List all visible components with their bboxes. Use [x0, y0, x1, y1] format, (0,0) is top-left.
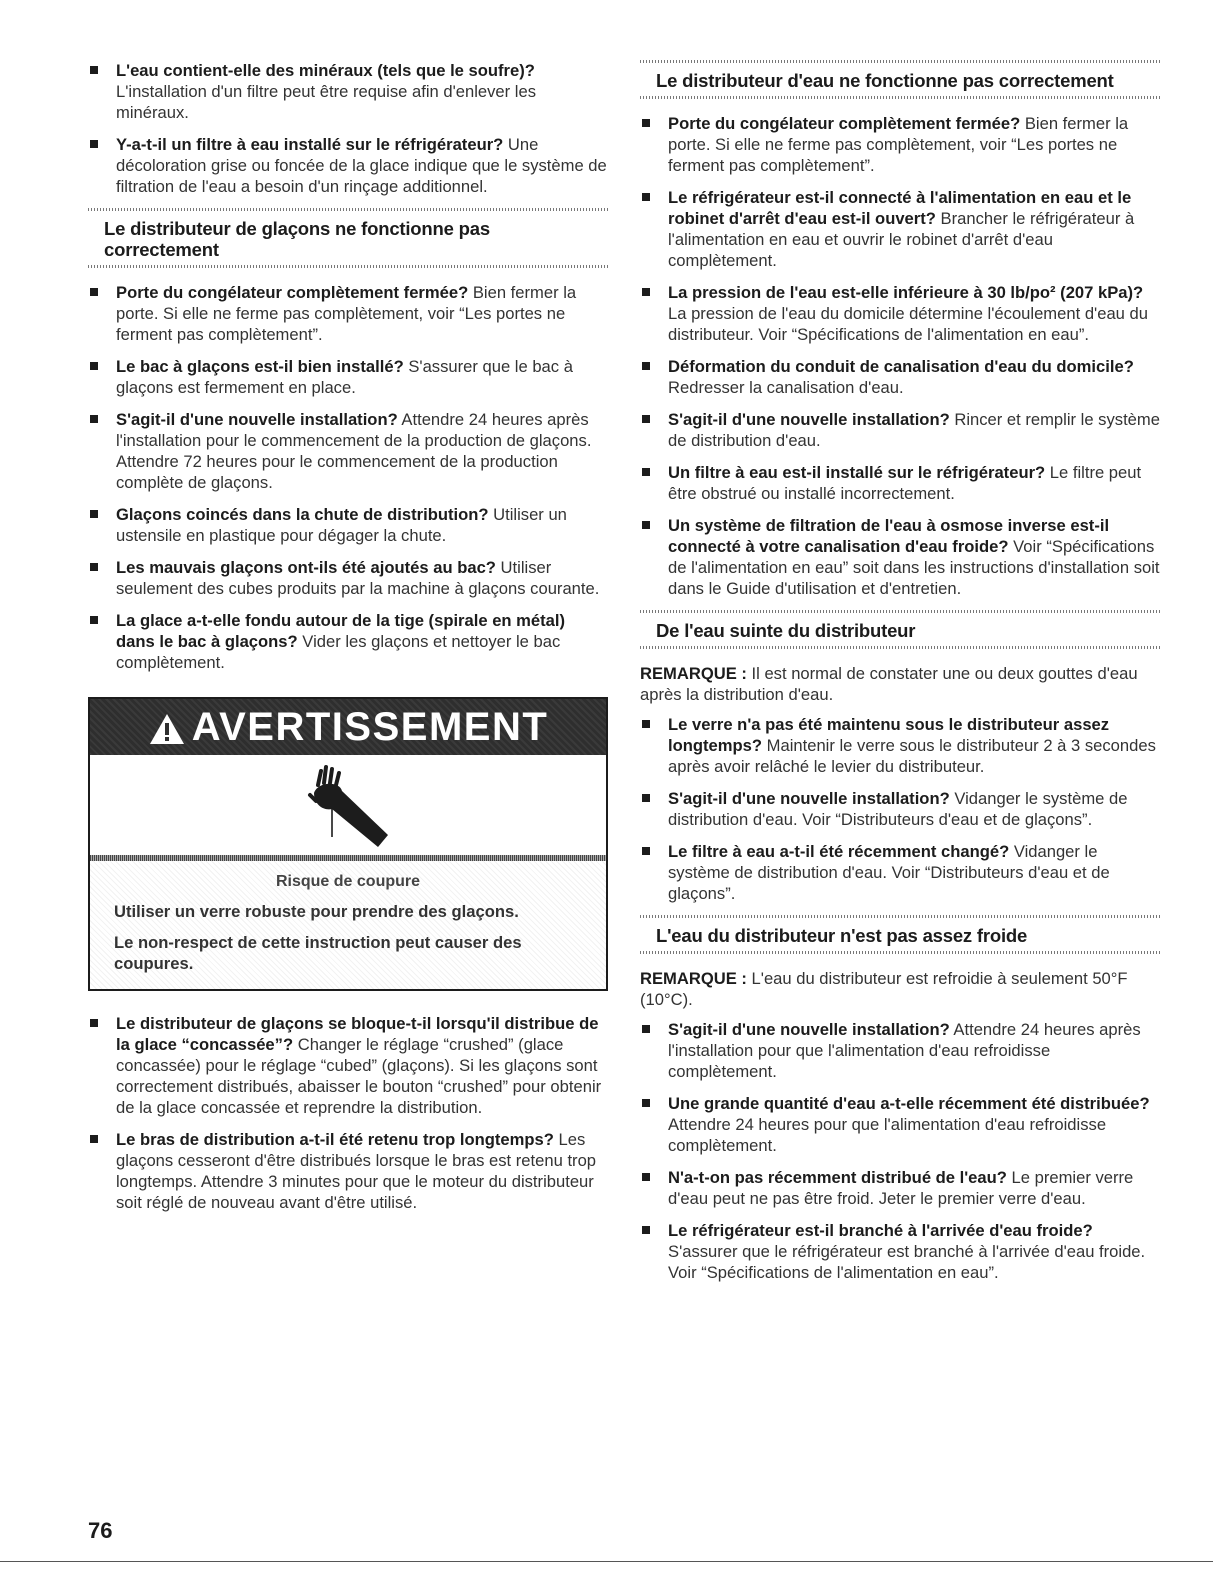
section-header-water-leak — [640, 610, 1160, 649]
item-question: Le réfrigérateur est-il branché à l'arrivée d'eau froide? — [668, 1221, 1093, 1240]
warning-hazard: Risque de coupure — [275, 873, 421, 890]
list-item — [88, 610, 608, 673]
bullet-icon — [90, 616, 98, 624]
item-question: S'agit-il d'une nouvelle installation? — [116, 410, 398, 429]
list-item — [88, 504, 608, 546]
list-item — [88, 409, 608, 493]
bullet-icon — [90, 563, 98, 571]
section-title: L'eau du distributeur n'est pas assez froide — [656, 925, 1028, 946]
note-label: REMARQUE : — [640, 969, 747, 988]
item-question: L'eau contient-elle des minéraux (tels que le soufre)? — [116, 61, 535, 80]
list-item — [640, 282, 1160, 345]
bullet-icon — [90, 1135, 98, 1143]
list-item — [640, 1167, 1160, 1209]
bullet-icon — [642, 1025, 650, 1033]
item-question: Porte du congélateur complètement fermée? — [116, 283, 469, 302]
item-question: Une grande quantité d'eau a-t-elle récemment été distribuée? — [668, 1094, 1150, 1113]
item-answer: Vidanger le système de distribution d'eau. Voir “Distributeurs d'eau et de glaçons”. — [668, 789, 1128, 829]
item-question: Le bac à glaçons est-il bien installé? — [116, 357, 404, 376]
section-title: De l'eau suinte du distributeur — [656, 620, 916, 641]
warning-consequence: Le non-respect de cette instruction peut causer des coupures. — [114, 933, 522, 973]
bullet-icon — [642, 847, 650, 855]
item-question: Le filtre à eau a-t-il été récemment changé? — [668, 842, 1010, 861]
warning-box — [88, 697, 608, 991]
item-question: Le bras de distribution a-t-il été retenu trop longtemps? — [116, 1130, 554, 1149]
warning-illustration — [92, 763, 604, 853]
bullet-icon — [642, 362, 650, 370]
right-column — [640, 60, 1160, 1294]
list-item — [640, 113, 1160, 176]
item-question: Le distributeur de glaçons se bloque-t-il lorsqu'il distribue de la glace “concassée”? — [116, 1014, 599, 1054]
bullet-icon — [642, 288, 650, 296]
item-question: Un filtre à eau est-il installé sur le réfrigérateur? — [668, 463, 1046, 482]
item-answer: Utiliser seulement des cubes produits par la machine à glaçons courante. — [116, 558, 600, 598]
item-question: S'agit-il d'une nouvelle installation? — [668, 410, 950, 429]
bullet-icon — [642, 415, 650, 423]
list-item — [640, 1019, 1160, 1082]
page-number: 76 — [88, 1518, 113, 1543]
item-answer: Attendre 24 heures après l'installation pour le commencement de la production de glaçons. Attendre 72 heures pour le commencement de la production complète de glaçons. — [116, 410, 592, 492]
item-question: Glaçons coincés dans la chute de distribution? — [116, 505, 489, 524]
note-label: REMARQUE : — [640, 664, 747, 683]
bullet-icon — [642, 119, 650, 127]
bullet-icon — [642, 193, 650, 201]
cut-hand-icon — [92, 763, 604, 853]
list-item — [640, 714, 1160, 777]
item-answer: Bien fermer la porte. Si elle ne ferme pas complètement, voir “Les portes ne ferment pas complètement”. — [668, 114, 1129, 175]
list-item — [640, 788, 1160, 830]
warning-triangle-icon — [148, 712, 186, 751]
bullet-icon — [642, 794, 650, 802]
list-item — [640, 356, 1160, 398]
item-answer: La pression de l'eau du domicile détermine l'écoulement d'eau du distributeur. Voir “Spécifications de l'alimentation en eau”. — [668, 304, 1148, 344]
item-answer: Le filtre peut être obstrué ou installé incorrectement. — [668, 463, 1142, 503]
bullet-icon — [90, 362, 98, 370]
item-answer: Vider les glaçons et nettoyer le bac complètement. — [116, 632, 561, 672]
item-question: S'agit-il d'une nouvelle installation? — [668, 1020, 950, 1039]
item-answer: S'assurer que le réfrigérateur est branché à l'arrivée d'eau froide. Voir “Spécifications de l'alimentation en eau”. — [668, 1242, 1146, 1282]
item-answer: Une décoloration grise ou foncée de la glace indique que le système de filtration de l'eau a besoin d'un rinçage additionnel. — [116, 135, 607, 196]
bullet-icon — [642, 521, 650, 529]
item-question: La pression de l'eau est-elle inférieure à 30 lb/po² (207 kPa)? — [668, 283, 1144, 302]
item-answer: Vidanger le système de distribution d'eau. Voir “Distributeurs d'eau et de glaçons”. — [668, 842, 1110, 903]
item-question: Porte du congélateur complètement fermée? — [668, 114, 1021, 133]
page-bottom-rule — [0, 1561, 1213, 1562]
item-answer: Le premier verre d'eau peut ne pas être froid. Jeter le premier verre d'eau. — [668, 1168, 1134, 1208]
item-answer: Attendre 24 heures après l'installation pour que l'alimentation d'eau refroidisse complètement. — [668, 1020, 1141, 1081]
bullet-icon — [90, 1019, 98, 1027]
bullet-icon — [642, 1099, 650, 1107]
item-question: Un système de filtration de l'eau à osmose inverse est-il connecté à votre canalisation d'eau froide? — [668, 516, 1110, 556]
note-text: Il est normal de constater une ou deux gouttes d'eau après la distribution d'eau. — [640, 664, 1138, 704]
section-header-ice-dispenser — [88, 208, 608, 268]
section-title: Le distributeur de glaçons ne fonctionne pas correctement — [104, 218, 490, 260]
bullet-icon — [642, 468, 650, 476]
item-answer: Bien fermer la porte. Si elle ne ferme pas complètement, voir “Les portes ne ferment pas complètement”. — [116, 283, 577, 344]
bullet-icon — [90, 288, 98, 296]
bullet-icon — [90, 510, 98, 518]
warning-banner — [90, 699, 606, 755]
item-answer: Rincer et remplir le système de distribution d'eau. — [668, 410, 1160, 450]
note-paragraph — [640, 663, 1160, 705]
list-item — [88, 557, 608, 599]
list-item — [88, 1129, 608, 1213]
item-answer: Les glaçons cesseront d'être distribués lorsque le bras est retenu trop longtemps. Attendre 3 minutes pour que le moteur du distributeur soit réglé de nouveau avant d'être utilisé. — [116, 1130, 597, 1212]
item-question: Les mauvais glaçons ont-ils été ajoutés au bac? — [116, 558, 496, 577]
list-item — [640, 1093, 1160, 1156]
list-item — [640, 841, 1160, 904]
left-column — [88, 60, 608, 1224]
section-title: Le distributeur d'eau ne fonctionne pas correctement — [656, 70, 1114, 91]
section-header-water-dispenser — [640, 60, 1160, 99]
item-question: N'a-t-on pas récemment distribué de l'eau? — [668, 1168, 1007, 1187]
bullet-icon — [90, 415, 98, 423]
list-item — [88, 1013, 608, 1118]
item-answer: Changer le réglage “crushed” (glace concassée) pour le réglage “cubed” (glaçons). Si les glaçons sont correctement distribués, abaisser le bouton “crushed” pour obtenir de la glace concassée et reprendre la distribution. — [116, 1035, 602, 1117]
bullet-icon — [90, 140, 98, 148]
item-question: Le réfrigérateur est-il connecté à l'alimentation en eau et le robinet d'arrêt d'eau est-il ouvert? — [668, 188, 1132, 228]
warning-instruction: Utiliser un verre robuste pour prendre des glaçons. — [114, 902, 519, 921]
item-answer: Attendre 24 heures pour que l'alimentation d'eau refroidisse complètement. — [668, 1115, 1107, 1155]
item-answer: Maintenir le verre sous le distributeur 2 à 3 secondes après avoir relâché le levier du distributeur. — [668, 736, 1156, 776]
section-header-water-not-cold — [640, 915, 1160, 954]
list-item — [88, 282, 608, 345]
list-item — [640, 462, 1160, 504]
list-item — [640, 515, 1160, 599]
bullet-icon — [642, 720, 650, 728]
list-item — [640, 187, 1160, 271]
item-question: Déformation du conduit de canalisation d'eau du domicile? — [668, 357, 1134, 376]
list-item — [88, 356, 608, 398]
list-item — [88, 60, 608, 123]
list-item — [88, 134, 608, 197]
item-question: La glace a-t-elle fondu autour de la tige (spirale en métal) dans le bac à glaçons? — [116, 611, 566, 651]
item-answer: Brancher le réfrigérateur à l'alimentation en eau et ouvrir le robinet d'arrêt d'eau complètement. — [668, 209, 1135, 270]
item-question: S'agit-il d'une nouvelle installation? — [668, 789, 950, 808]
item-answer: Utiliser un ustensile en plastique pour dégager la chute. — [116, 505, 567, 545]
item-answer: L'installation d'un filtre peut être requise afin d'enlever les minéraux. — [116, 82, 536, 122]
bullet-icon — [642, 1173, 650, 1181]
warning-body — [90, 861, 606, 989]
list-item — [640, 1220, 1160, 1283]
item-answer: S'assurer que le bac à glaçons est fermement en place. — [116, 357, 573, 397]
item-answer: Redresser la canalisation d'eau. — [668, 378, 904, 397]
item-question: Y-a-t-il un filtre à eau installé sur le réfrigérateur? — [116, 135, 504, 154]
item-answer: Voir “Spécifications de l'alimentation en eau” soit dans les instructions d'installation soit dans le Guide d'utilisation et d'entretien. — [668, 537, 1160, 598]
warning-signal-word: AVERTISSEMENT — [191, 705, 549, 749]
list-item — [640, 409, 1160, 451]
item-question: Le verre n'a pas été maintenu sous le distributeur assez longtemps? — [668, 715, 1110, 755]
bullet-icon — [90, 66, 98, 74]
bullet-icon — [642, 1226, 650, 1234]
note-text: L'eau du distributeur est refroidie à seulement 50°F (10°C). — [640, 969, 1128, 1009]
note-paragraph — [640, 968, 1160, 1010]
